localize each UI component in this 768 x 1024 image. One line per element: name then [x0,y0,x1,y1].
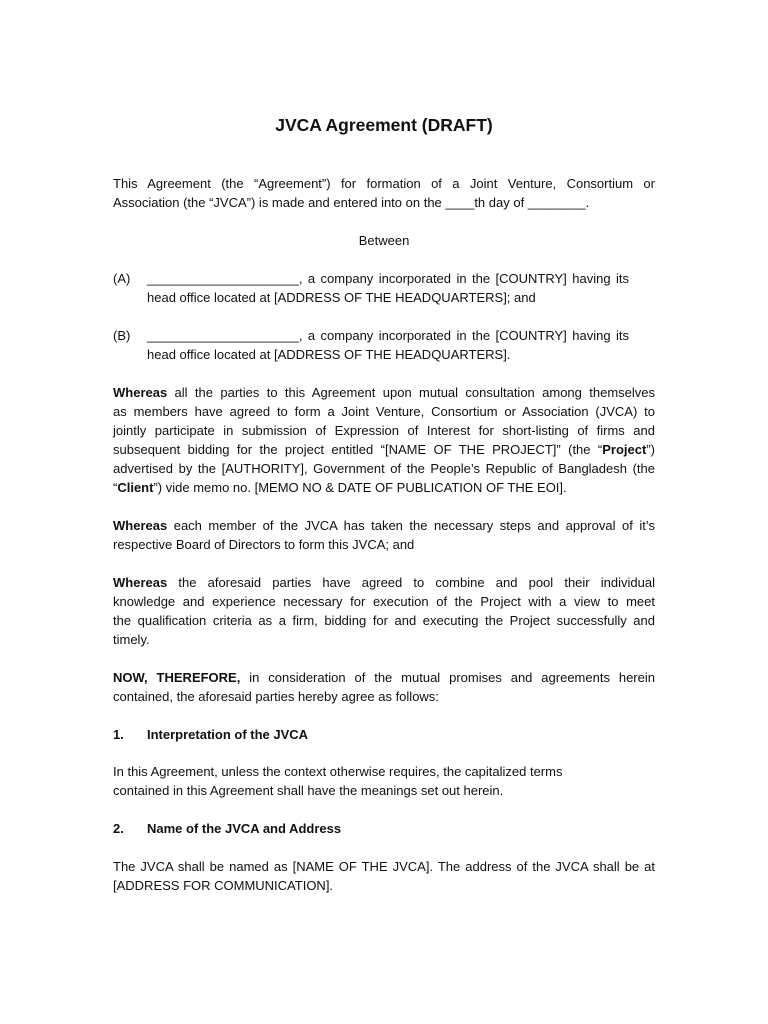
paragraph-line: The JVCA shall be named as [NAME OF THE JVCA]. The address of the JVCA shall be at [113,859,655,874]
paragraph-line: the qualification criteria as a firm, bidding for and executing the Project successfully and [113,613,655,628]
section-title: Interpretation of the JVCA [147,727,309,742]
section-2-body [113,857,655,895]
whereas-lead: Whereas [113,385,168,400]
section-title: Name of the JVCA and Address [147,821,342,836]
section-number: 1. [113,727,124,742]
paragraph-text: in consideration of the mutual promises and agreements herein [240,670,655,685]
paragraph-line: respective Board of Directors to form this JVCA; and [113,537,415,552]
paragraph-text: ”) [646,442,655,457]
paragraph-line: jointly participate in submission of Expression of Interest for short-listing of firms and [113,423,655,438]
between-label: Between [358,233,410,248]
now-therefore-lead: NOW, THEREFORE, [113,670,241,685]
paragraph-line: timely. [113,632,150,647]
paragraph-line: knowledge and experience necessary for execution of the Project with a view to meet [113,594,655,609]
paragraph-line: as members have agreed to form a Joint Venture, Consortium or Association (JVCA) to [113,404,655,419]
whereas-paragraph-2 [113,516,655,554]
intro-line: This Agreement (the “Agreement”) for formation of a Joint Venture, Consortium or [113,176,655,191]
intro-line: Association (the “JVCA”) is made and entered into on the ____th day of ________. [113,195,590,210]
paragraph-line: In this Agreement, unless the context otherwise requires, the capitalized terms [113,764,563,779]
intro-paragraph [113,174,655,212]
paragraph-text: each member of the JVCA has taken the necessary steps and approval of it’s [167,518,655,533]
party-line: head office located at [ADDRESS OF THE HEADQUARTERS]. [147,347,511,362]
paragraph-line: [ADDRESS FOR COMMUNICATION]. [113,878,334,893]
paragraph-text: all the parties to this Agreement upon mutual consultation among themselves [167,385,655,400]
whereas-paragraph-1 [113,383,655,497]
defined-term-project: Project [602,442,647,457]
defined-term-client: Client [117,480,154,495]
paragraph-text: “ [113,480,118,495]
party-line: _____________________, a company incorporated in the [COUNTRY] having its [147,271,629,286]
party-label: (A) [113,271,131,286]
document-title: JVCA Agreement (DRAFT) [275,115,493,135]
paragraph-text: the aforesaid parties have agreed to combine and pool their individual [167,575,655,590]
paragraph-text: subsequent bidding for the project entitled “[NAME OF THE PROJECT]” (the “ [113,442,603,457]
paragraph-line: advertised by the [AUTHORITY], Government of the People’s Republic of Bangladesh (the [113,461,655,476]
paragraph-line: contained in this Agreement shall have the meanings set out herein. [113,783,504,798]
paragraph-text: ”) vide memo no. [MEMO NO & DATE OF PUBLICATION OF THE EOI]. [153,480,567,495]
party-line: head office located at [ADDRESS OF THE HEADQUARTERS]; and [147,290,536,305]
section-1-body [113,762,655,800]
paragraph-line: contained, the aforesaid parties hereby agree as follows: [113,689,439,704]
section-number: 2. [113,821,124,836]
whereas-lead: Whereas [113,518,168,533]
whereas-lead: Whereas [113,575,168,590]
now-therefore-paragraph [113,668,655,706]
party-line: _____________________, a company incorporated in the [COUNTRY] having its [147,328,629,343]
party-label: (B) [113,328,131,343]
whereas-paragraph-3 [113,573,655,649]
